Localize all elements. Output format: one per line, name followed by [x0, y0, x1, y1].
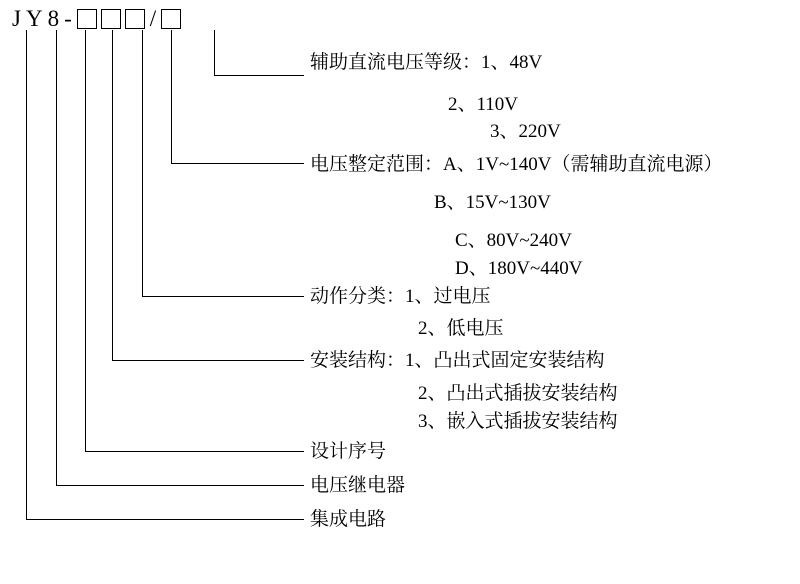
leader-line-aux-dc-vertical: [214, 30, 215, 75]
label-aux-dc-item-2: 2、110V: [448, 94, 519, 115]
label-voltage-range-head: 电压整定范围：A、1V~140V（需辅助直流电源）: [310, 154, 723, 175]
leader-line-mount-structure-horizontal: [112, 360, 304, 361]
code-char-j: J: [12, 6, 22, 31]
code-box-3: [125, 9, 145, 29]
leader-line-aux-dc-horizontal: [214, 75, 304, 76]
code-char-dash: -: [64, 6, 73, 31]
label-voltage-range-item-c: C、80V~240V: [455, 230, 572, 251]
label-voltage-range-item-b: B、15V~130V: [434, 192, 551, 213]
code-box-1: [77, 9, 97, 29]
code-slash: /: [149, 6, 157, 31]
label-mount-structure-head: 安装结构：1、凸出式固定安装结构: [310, 350, 605, 371]
leader-line-voltage-range-horizontal: [171, 163, 304, 164]
leader-line-mount-structure-vertical: [112, 30, 113, 360]
code-char-y: Y: [25, 6, 44, 31]
label-mount-structure-item-3: 3、嵌入式插拔安装结构: [418, 411, 618, 432]
label-aux-dc-item-3: 3、220V: [490, 121, 561, 142]
leader-line-voltage-relay-vertical: [56, 30, 57, 485]
leader-line-action-type-vertical: [142, 30, 143, 296]
leader-line-voltage-relay-horizontal: [56, 485, 304, 486]
leader-line-design-serial-vertical: [85, 30, 86, 451]
label-action-type-head: 动作分类：1、过电压: [310, 286, 491, 307]
code-char-8: 8: [47, 6, 61, 31]
label-aux-dc-head: 辅助直流电压等级：1、48V: [310, 52, 543, 73]
code-box-2: [101, 9, 121, 29]
model-code: [10, 4, 183, 34]
leader-line-integrated-circuit-vertical: [26, 30, 27, 519]
code-box-4: [161, 9, 181, 29]
label-voltage-relay: 电压继电器: [310, 475, 406, 496]
label-mount-structure-item-2: 2、凸出式插拔安装结构: [418, 383, 618, 404]
leader-line-voltage-range-vertical: [171, 30, 172, 163]
leader-line-action-type-horizontal: [142, 296, 304, 297]
leader-line-integrated-circuit-horizontal: [26, 519, 304, 520]
label-integrated-circuit: 集成电路: [310, 509, 387, 530]
leader-line-design-serial-horizontal: [85, 451, 304, 452]
label-design-serial: 设计序号: [310, 441, 387, 462]
label-voltage-range-item-d: D、180V~440V: [455, 258, 583, 279]
label-action-type-item-2: 2、低电压: [418, 318, 504, 339]
